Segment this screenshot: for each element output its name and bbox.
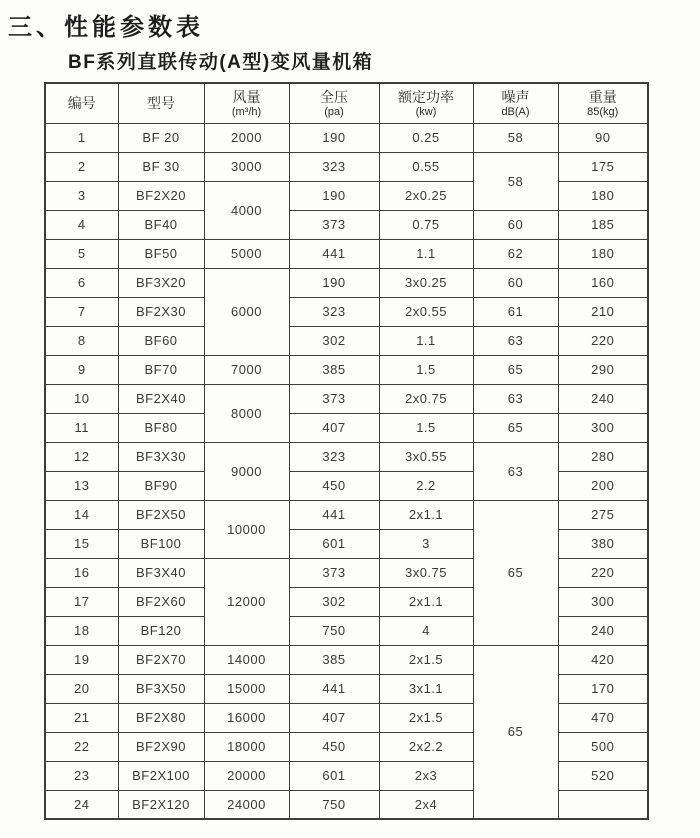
- cell-pressure: 373: [289, 384, 379, 413]
- cell-number: 20: [45, 674, 118, 703]
- table-row: [45, 500, 648, 529]
- cell-weight: 240: [558, 384, 648, 413]
- cell-model: BF120: [118, 616, 204, 645]
- cell-number: 8: [45, 326, 118, 355]
- cell-noise: 61: [473, 297, 558, 326]
- col-header-number: [45, 83, 118, 123]
- col-header-weight: [558, 83, 648, 123]
- cell-number: 4: [45, 210, 118, 239]
- cell-pressure: 601: [289, 761, 379, 790]
- cell-model: BF2X90: [118, 732, 204, 761]
- table-row: [45, 645, 648, 674]
- col-header-unit: dB(A): [501, 105, 530, 118]
- col-header-unit: (m³/h): [231, 105, 262, 118]
- col-header-title: 编号: [67, 94, 96, 111]
- table-row: [45, 790, 648, 819]
- table-row: [45, 674, 648, 703]
- cell-number: 21: [45, 703, 118, 732]
- table-row: [45, 732, 648, 761]
- cell-model: BF3X50: [118, 674, 204, 703]
- cell-noise: 65: [473, 355, 558, 384]
- cell-noise: 63: [473, 326, 558, 355]
- col-header-unit: 85(kg): [587, 105, 619, 118]
- cell-airflow: 4000: [204, 181, 289, 239]
- cell-weight: 300: [558, 587, 648, 616]
- cell-model: BF2X60: [118, 587, 204, 616]
- col-header-model: [118, 83, 204, 123]
- table-row: [45, 529, 648, 558]
- cell-model: BF2X80: [118, 703, 204, 732]
- cell-number: 22: [45, 732, 118, 761]
- cell-pressure: 450: [289, 732, 379, 761]
- table-row: [45, 181, 648, 210]
- cell-pressure: 601: [289, 529, 379, 558]
- cell-noise: 65: [473, 413, 558, 442]
- cell-number: 6: [45, 268, 118, 297]
- page-title: 三、性能参数表: [8, 14, 204, 41]
- cell-pressure: 302: [289, 326, 379, 355]
- cell-weight: 380: [558, 529, 648, 558]
- cell-airflow: 7000: [204, 355, 289, 384]
- cell-airflow: 9000: [204, 442, 289, 500]
- col-header-title: 噪声: [501, 88, 530, 105]
- cell-power: 2x0.25: [379, 181, 473, 210]
- cell-weight: 90: [558, 123, 648, 152]
- table-row: [45, 384, 648, 413]
- table-row: [45, 326, 648, 355]
- cell-model: BF3X20: [118, 268, 204, 297]
- cell-airflow: 6000: [204, 268, 289, 355]
- cell-noise: 62: [473, 239, 558, 268]
- cell-power: 3: [379, 529, 473, 558]
- cell-noise: 63: [473, 442, 558, 500]
- performance-table: [44, 82, 649, 820]
- cell-model: BF2X40: [118, 384, 204, 413]
- col-header-title: 型号: [147, 94, 175, 111]
- table-row: [45, 761, 648, 790]
- col-header-unit: (kw): [415, 105, 437, 118]
- cell-airflow: 10000: [204, 500, 289, 558]
- cell-pressure: 441: [289, 500, 379, 529]
- cell-pressure: 385: [289, 355, 379, 384]
- table-row: [45, 268, 648, 297]
- cell-weight: 500: [558, 732, 648, 761]
- cell-airflow: 18000: [204, 732, 289, 761]
- cell-power: 2x1.1: [379, 587, 473, 616]
- cell-weight: [558, 790, 648, 819]
- cell-power: 2.2: [379, 471, 473, 500]
- cell-model: BF3X30: [118, 442, 204, 471]
- cell-noise: 60: [473, 268, 558, 297]
- cell-model: BF90: [118, 471, 204, 500]
- cell-pressure: 750: [289, 790, 379, 819]
- cell-pressure: 373: [289, 558, 379, 587]
- cell-model: BF 20: [118, 123, 204, 152]
- table-header-row: [45, 83, 648, 123]
- cell-weight: 210: [558, 297, 648, 326]
- cell-number: 17: [45, 587, 118, 616]
- cell-airflow: 20000: [204, 761, 289, 790]
- table-subtitle: BF系列直联传动(A型)变风量机箱: [68, 52, 374, 73]
- cell-weight: 180: [558, 181, 648, 210]
- col-header-noise: [473, 83, 558, 123]
- cell-model: BF40: [118, 210, 204, 239]
- cell-noise: 63: [473, 384, 558, 413]
- cell-airflow: 5000: [204, 239, 289, 268]
- cell-power: 0.25: [379, 123, 473, 152]
- cell-power: 4: [379, 616, 473, 645]
- cell-airflow: 12000: [204, 558, 289, 645]
- cell-weight: 200: [558, 471, 648, 500]
- cell-pressure: 323: [289, 442, 379, 471]
- cell-pressure: 385: [289, 645, 379, 674]
- cell-model: BF2X70: [118, 645, 204, 674]
- cell-weight: 275: [558, 500, 648, 529]
- cell-number: 7: [45, 297, 118, 326]
- cell-airflow: 15000: [204, 674, 289, 703]
- cell-noise: 65: [473, 500, 558, 645]
- cell-number: 11: [45, 413, 118, 442]
- cell-weight: 170: [558, 674, 648, 703]
- cell-pressure: 323: [289, 152, 379, 181]
- table-row: [45, 413, 648, 442]
- cell-weight: 300: [558, 413, 648, 442]
- col-header-airflow: [204, 83, 289, 123]
- cell-weight: 420: [558, 645, 648, 674]
- cell-power: 1.1: [379, 326, 473, 355]
- cell-number: 3: [45, 181, 118, 210]
- cell-number: 2: [45, 152, 118, 181]
- col-header-title: 额定功率: [398, 88, 454, 105]
- cell-model: BF 30: [118, 152, 204, 181]
- cell-weight: 175: [558, 152, 648, 181]
- cell-weight: 290: [558, 355, 648, 384]
- cell-power: 2x2.2: [379, 732, 473, 761]
- cell-model: BF2X120: [118, 790, 204, 819]
- col-header-title: 全压: [320, 88, 348, 105]
- table-row: [45, 152, 648, 181]
- table-row: [45, 297, 648, 326]
- cell-number: 23: [45, 761, 118, 790]
- cell-pressure: 373: [289, 210, 379, 239]
- cell-power: 1.5: [379, 413, 473, 442]
- cell-airflow: 16000: [204, 703, 289, 732]
- cell-power: 0.75: [379, 210, 473, 239]
- col-header-title: 风量: [232, 88, 261, 105]
- col-header-pressure: [289, 83, 379, 123]
- cell-noise: 65: [473, 645, 558, 819]
- cell-number: 19: [45, 645, 118, 674]
- cell-model: BF100: [118, 529, 204, 558]
- cell-power: 2x0.75: [379, 384, 473, 413]
- cell-pressure: 450: [289, 471, 379, 500]
- table-row: [45, 616, 648, 645]
- cell-power: 2x1.1: [379, 500, 473, 529]
- cell-number: 9: [45, 355, 118, 384]
- col-header-title: 重量: [588, 88, 617, 105]
- table-row: [45, 442, 648, 471]
- cell-pressure: 441: [289, 239, 379, 268]
- cell-model: BF2X30: [118, 297, 204, 326]
- cell-pressure: 190: [289, 123, 379, 152]
- cell-power: 3x0.55: [379, 442, 473, 471]
- cell-pressure: 190: [289, 268, 379, 297]
- cell-power: 2x1.5: [379, 703, 473, 732]
- cell-weight: 520: [558, 761, 648, 790]
- cell-weight: 160: [558, 268, 648, 297]
- table-row: [45, 239, 648, 268]
- table-row: [45, 558, 648, 587]
- cell-pressure: 407: [289, 413, 379, 442]
- cell-airflow: 14000: [204, 645, 289, 674]
- cell-weight: 220: [558, 326, 648, 355]
- cell-number: 24: [45, 790, 118, 819]
- cell-weight: 220: [558, 558, 648, 587]
- cell-power: 2x4: [379, 790, 473, 819]
- cell-weight: 180: [558, 239, 648, 268]
- cell-pressure: 190: [289, 181, 379, 210]
- cell-power: 2x1.5: [379, 645, 473, 674]
- cell-number: 12: [45, 442, 118, 471]
- cell-pressure: 750: [289, 616, 379, 645]
- cell-power: 3x0.75: [379, 558, 473, 587]
- cell-number: 5: [45, 239, 118, 268]
- cell-number: 1: [45, 123, 118, 152]
- cell-pressure: 441: [289, 674, 379, 703]
- cell-model: BF70: [118, 355, 204, 384]
- cell-number: 14: [45, 500, 118, 529]
- cell-weight: 185: [558, 210, 648, 239]
- cell-noise: 60: [473, 210, 558, 239]
- cell-model: BF80: [118, 413, 204, 442]
- col-header-power: [379, 83, 473, 123]
- cell-weight: 240: [558, 616, 648, 645]
- cell-model: BF3X40: [118, 558, 204, 587]
- cell-model: BF2X20: [118, 181, 204, 210]
- table-row: [45, 210, 648, 239]
- cell-airflow: 2000: [204, 123, 289, 152]
- cell-model: BF2X100: [118, 761, 204, 790]
- cell-number: 13: [45, 471, 118, 500]
- cell-power: 0.55: [379, 152, 473, 181]
- cell-number: 16: [45, 558, 118, 587]
- cell-power: 1.1: [379, 239, 473, 268]
- cell-power: 3x0.25: [379, 268, 473, 297]
- cell-power: 3x1.1: [379, 674, 473, 703]
- table-row: [45, 471, 648, 500]
- table-row: [45, 587, 648, 616]
- cell-power: 1.5: [379, 355, 473, 384]
- cell-number: 18: [45, 616, 118, 645]
- cell-noise: 58: [473, 152, 558, 210]
- table-row: [45, 703, 648, 732]
- cell-noise: 58: [473, 123, 558, 152]
- table-row: [45, 123, 648, 152]
- cell-airflow: 8000: [204, 384, 289, 442]
- table-row: [45, 355, 648, 384]
- cell-pressure: 323: [289, 297, 379, 326]
- cell-model: BF2X50: [118, 500, 204, 529]
- cell-weight: 470: [558, 703, 648, 732]
- cell-weight: 280: [558, 442, 648, 471]
- cell-number: 15: [45, 529, 118, 558]
- cell-airflow: 3000: [204, 152, 289, 181]
- cell-pressure: 302: [289, 587, 379, 616]
- cell-power: 2x0.55: [379, 297, 473, 326]
- col-header-unit: (pa): [324, 105, 344, 118]
- cell-airflow: 24000: [204, 790, 289, 819]
- cell-pressure: 407: [289, 703, 379, 732]
- cell-number: 10: [45, 384, 118, 413]
- cell-model: BF50: [118, 239, 204, 268]
- cell-model: BF60: [118, 326, 204, 355]
- cell-power: 2x3: [379, 761, 473, 790]
